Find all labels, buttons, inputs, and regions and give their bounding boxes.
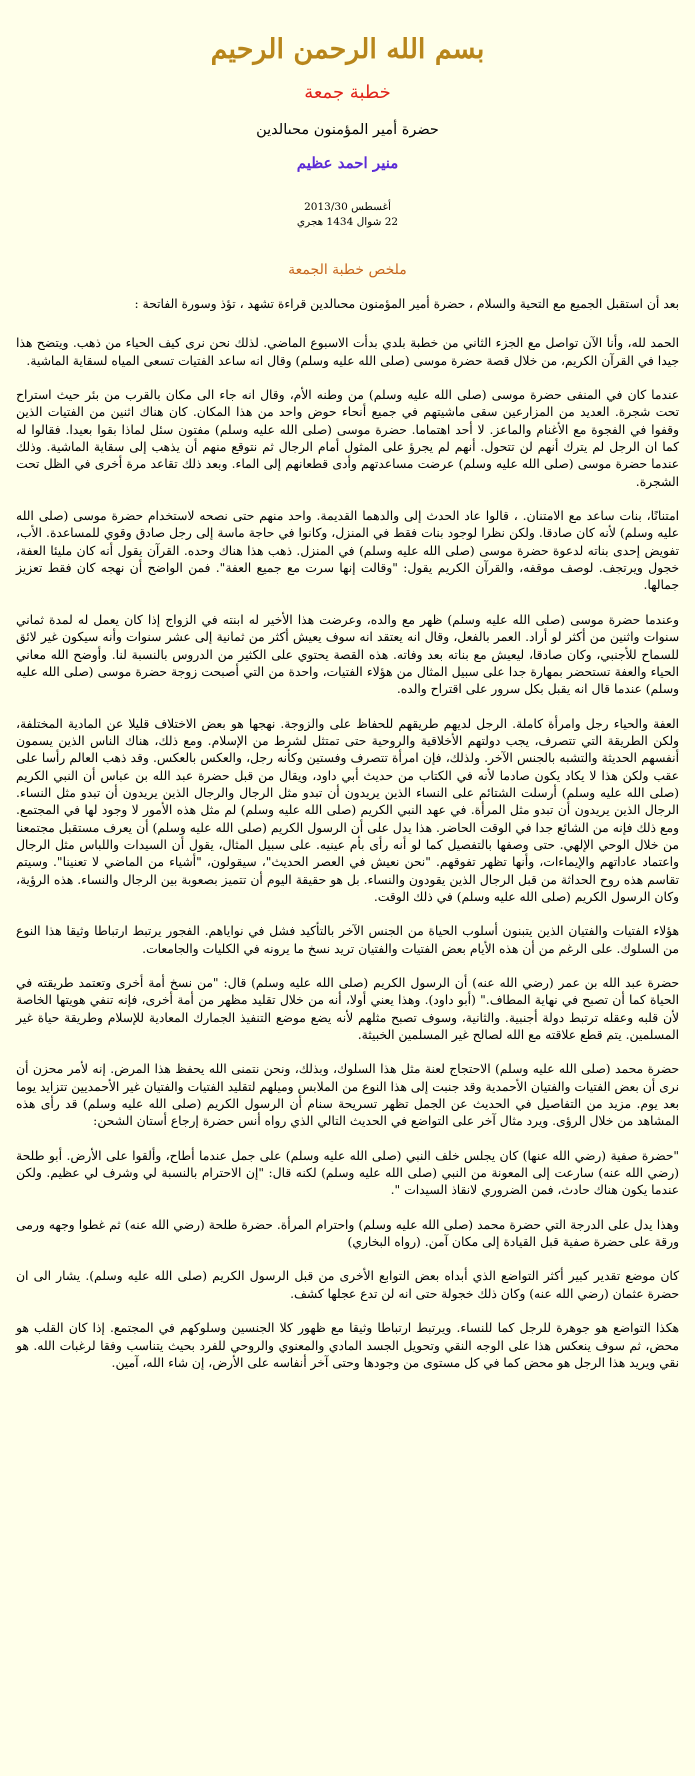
header [16, 0, 679, 280]
paragraph: امتنانًا، بنات ساعد مع الامتنان. ، قالوا عاد الحدث إلى والدهما القديمة. واحد منهم حتى نصحه لاستخدام حضرة موسى (صلى الله عليه وسلم) لأنه كان صادقا. ولكن نظرا لوجود بنات فقط في المنزل، وكانوا في حاجة ماسة إلى رجل صادق وقوي للمساعدة. الأب، تفويض إحدى بناته لدعوة حضرة موسى (صلى الله عليه وسلم) في المنزل. ذهب هذا هناك وحده. القرآن يقول أنه كان مليئا العفة، خجول ويرتجف. لوصف موقفه، والقرآن الكريم يقول: "وقالت إنها سرت مع جميع العفة". فمن الواضح أن نهجه كان فقط تعزيز جمالها. [16, 509, 679, 593]
speaker-line: حضرة أمير المؤمنون محىالدين [256, 122, 439, 138]
paragraph: بعد أن استقبل الجميع مع التحية والسلام ، حضرة أمير المؤمنون محىالدين قراءة تشهد ، تؤذ وسورة الفاتحة : [134, 297, 679, 311]
paragraph: هؤلاء الفتيات والفتيان الذين يتبنون أسلوب الحياة من الجنس الآخر بالتأكيد فشل في نواياهم. الفجور يرتبط ارتباطا وثيقا هذا النوع من السلوك. على الرغم من أن هذه الأيام بعض الفتيات والفتيان تريد نسخ ما يرونه في الكليات والجامعات. [16, 924, 679, 956]
basmala-title: بسم الله الرحمن الرحيم [210, 34, 485, 65]
paragraph: حضرة عبد الله بن عمر (رضي الله عنه) أن الرسول الكريم (صلى الله عليه وسلم) قال: "من نسخ أمة أخرى وتعتمد طريقته في الحياة كما أن تصبح في نهاية المطاف." (أبو داود). وهذا يعني أولا، أنه من خلال تقليد مظهر من أمة أخرى، فإنه تنفي هويتها الخاصة لأن قلبه وعقله ترتبط دولة أجنبية. والثانية، وسوف تصبح مثلهم لأنه يضع موضع التنفيذ الجمارك المعادية للإسلام وطريقة حياة غير المسلمين. يتم قطع علاقته مع الله لصالح غير المسلمين الخبيثة. [16, 976, 679, 1043]
paragraph: "حضرة صفية (رضي الله عنها) كان يجلس خلف النبي (صلى الله عليه وسلم) على جمل عندما أطاح، وألقوا على الأرض. أبو طلحة (رضي الله عنه) سارعت إلى المعونة من النبي (صلى الله عليه وسلم) لكنه قال: "إن الاحترام بالنسبة لي وشرف لي عظيم. ولكن عندما يكون هناك حادث، فمن الضروري لانقاذ السيدات ". [16, 1148, 679, 1198]
paragraph: حضرة محمد (صلى الله عليه وسلم) الاحتجاج لعنة مثل هذا السلوك، وبذلك، ونحن نتمنى الله يحفظ هذا المرض. إنه لأمر محزن أن نرى أن بعض الفتيات والفتيان الأحمدية وقد جنبت إلى هذا النوع من الملابس وميلهم لتقليد الفتيات والفتيان غير الأحمديين تتزايد يوما بعد يوم. مزيد من التفاصيل في الحديث عن الجمل تظهر تسريحة سنام أن الرسول الكريم (صلى الله عليه وسلم) قد رأى هذه المشاهد من خلال الرؤى. ويرد مثال آخر على التواضع في الحديث التالي الذي رواه أنس حضرة إرجاع أستان الشحن: [16, 1062, 679, 1129]
khutba-title: خطبة جمعة [304, 82, 391, 103]
date-hijri: 22 شوال 1434 هجري [296, 216, 399, 228]
paragraph: كان موضع تقدير كبير أكثر التواضع الذي أبداه بعض التوابع الأخرى من قبل الرسول الكريم (صلى الله عليه وسلم). يشار الى ان حضرة عثمان (رضي الله عنه) وكان ذلك خجولة حتى انه لن تدع عجلها كشف. [16, 1269, 679, 1301]
paragraph: هكذا التواضع هو جوهرة للرجل كما للنساء. ويرتبط ارتباطا وثيقا مع ظهور كلا الجنسين وسلوكهم في المجتمع. إذا كان القلب هو محض، ثم سوف ينعكس هذا على الوجه النقي وتحويل الجسد المادي والمعنوي والروحي للفرد بحيث يتناسب وفقا لرغبات الله. هو نقي ويريد هذا الرجل هو محض كما في كل مستوى من وجودها وحتى آخر أنفاسه على الأرض، إن شاء الله، آمين. [16, 1321, 679, 1370]
paragraph: الحمد لله، وأنا الآن تواصل مع الجزء الثاني من خطبة بلدي بدأت الاسبوع الماضي. لذلك نحن نرى كيف الحياء من ذهب. ويتضح هذا جيدا في القرآن الكريم، من خلال قصة حضرة موسى (صلى الله عليه وسلم) وقال انه ساعد الفتيات تسعى المياه لسقاية الماشية. [16, 336, 679, 368]
date-gregorian: أغسطس 2013/30 [304, 201, 391, 213]
paragraph: عندما كان في المنفى حضرة موسى (صلى الله عليه وسلم) من وطنه الأم، وقال انه جاء الى مكان بالقرب من بئر حيث استراح تحت شجرة. العديد من المزارعين سقى ماشيتهم في جميع أنحاء حوض واحد من هذا المكان. كان هناك اثنين من الفتيات الذين وقفوا في الفجوة مع الأغنام والماعز. لا أحد اهتماما. حضرة موسى (صلى الله عليه وسلم) مفتون سئل لماذا بقوا بعيدا. فقالوا له كما ان الرجل لم يترك أنهم لن تتحول. أنهم لم يجرؤ على المثول أمام الرجال ثم نتوقع منهم أن يذهب إلى سقاية الماشية. وذلك عندما حضرة موسى (صلى الله عليه وسلم) عرضت مساعدتهم وأدى قطعانهم إلى الماء. وبعد ذلك تقاعد مرة أخرى في الظل تحت الشجرة. [16, 388, 679, 489]
paragraph: العفة والحياء رجل وامرأة كاملة. الرجل لديهم طريقهم للحفاظ على والزوجة. نهجها هو بعض الاختلاف قليلا عن المادية المختلفة، ولكن الطريقة التي تتصرف، يجب دولتهم الأخلاقية والروحية حتى تمتثل لشرط من الإسلام. ومع ذلك، هناك الناس الذين يسمون أنفسهم الحديثة والتشبه بالجنس الآخر. ولذلك، فإن امرأة تتصرف وفستين وكأنه رجل، والعكس بالعكس. وقد ذهب العالم رأسا على عقب ولكن هذا لا يكاد يكون صادما لأنه في الكتاب من حديث أبي داود، ويقال من قبل حضرة عبد الله بن عباس أن النبي الكريم (صلى الله عليه وسلم) أرسلت الشتائم على النساء الذين يريدون أن تبدو مثل الرجال والرجال الذين يريدون أن تبدو مثل النساء. الرجال الذين يريدون أن تبدو مثل المرأة. في عهد النبي الكريم (صلى الله عليه وسلم) لم مثل هذه الأمور لا وجود لها في المجتمع. ومع ذلك فإنه من الشائع جدا في الوقت الحاضر. هذا يدل على أن الرسول الكريم (صلى الله عليه وسلم) أن يعرف مستقبل مجتمعنا من خلال الوحي الإلهي. حتى وصفها بالتفصيل كما لو أنه رأى بأم عينيه. على سبيل المثال، يقول أن السيدات واللباس مثل الرجال واعتماد عاداتهم والإيماءات، وأنها تظهر تفوقهم. "نحن نعيش في العصر الحديث"، سيقولون، "أشياء من الماضي لا تعنينا". وسيتم تقاسم هذه روح الحداثة من قبل الرجال الذين يقودون والنساء. بل هو حقيقة اليوم أن تتميز بصعوبة بين الرجال والنساء. هذه الرؤية، وكان الرسول الكريم (صلى الله عليه وسلم) في ذلك الوقت. [16, 716, 679, 904]
author-name: منير احمد عظيم [296, 154, 399, 172]
sermon-body [16, 296, 679, 1372]
date-block [16, 200, 679, 230]
paragraph: وعندما حضرة موسى (صلى الله عليه وسلم) ظهر مع والده، وعرضت هذا الأخير له ابنته في الزواج إذا كان يعمل له لمدة ثماني سنوات واثنين من أكثر لو أراد. العمر بالفعل، وقال انه يعتقد انه سوف يعيش أكثر من ثمانية إلى عشر سنوات وأنه سيكون غير لائق للسماح للأجنبي، وكان صادقا، ليعيش مع بناته بعد وفاته. هذه القصة يحتوي على الكثير من الدروس بالنسبة لنا. وأوضح الله معاني الحياء والعفة تستحضر بمهارة جدا على سبيل المثال من هؤلاء الفتيات، واحدة من التي أصبحت زوجة حضرة موسى (صلى الله عليه وسلم) عندما قال انه يقبل بكل سرور على اقتراح والده. [16, 612, 679, 697]
summary-heading: ملخص خطبة الجمعة [288, 262, 407, 278]
paragraph: وهذا يدل على الدرجة التي حضرة محمد (صلى الله عليه وسلم) واحترام المرأة. حضرة طلحة (رضي الله عنه) ثم غطوا وجهه ورمى ورقة على حضرة صفية قبل القيادة إلى مكان آمن. (رواه البخاري) [16, 1217, 679, 1250]
